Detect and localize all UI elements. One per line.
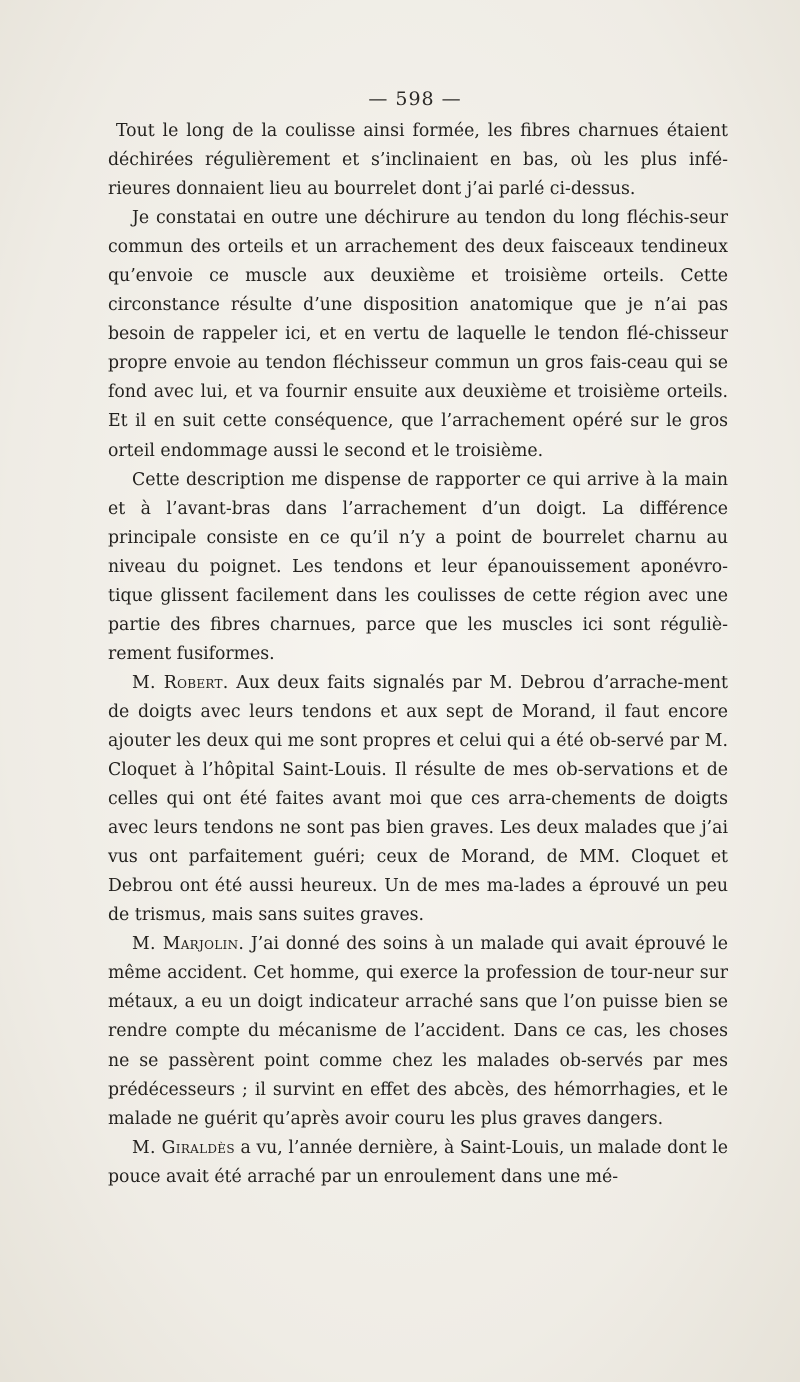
paragraph-1-text: Tout le long de la coulisse ainsi formée, les fibres charnues étaient déchirées régulièrement et s’inclinaient en bas, où les plus infé-rieures donnaient lieu au bourrelet dont j’ai parlé ci-dessus.: [108, 121, 728, 200]
speaker-giraldes: M. Giraldès: [132, 1137, 235, 1158]
page-number: — 598 —: [368, 88, 462, 110]
paragraph-3-text: Cette description me dispense de rapporter ce qui arrive à la main et à l’avant-bras dans l’arrachement d’un doigt. La différence principale consiste en ce qu’il n’y a point de bourrelet charnu au niveau du poignet. Les tendons et leur épanouissement aponévro-tique glissent facilement dans les coulisses de cette région avec une partie des fibres charnues, parce que les muscles ici sont réguliè-rement fusiformes.: [108, 469, 728, 664]
body-text: [108, 117, 728, 1192]
paragraph-6: [108, 1134, 728, 1192]
paragraph-6-text: a vu, l’année dernière, à Saint-Louis, un malade dont le pouce avait été arraché par un enroulement dans une mé-: [108, 1137, 728, 1187]
paragraph-4-text: Aux deux faits signalés par M. Debrou d’arrache-ment de doigts avec leurs tendons et aux sept de Morand, il faut encore ajouter les deux qui me sont propres et celui qui a été ob-servé par M. Cloquet à l’hôpital Saint-Louis. Il résulte de mes ob-servations et de celles qui ont été faites avant moi que ces arra-chements de doigts avec leurs tendons ne sont pas bien graves. Les deux malades que j’ai vus ont parfaitement guéri; ceux de Morand, de MM. Cloquet et Debrou ont été aussi heureux. Un de mes ma-lades a éprouvé un peu de trismus, mais sans suites graves.: [108, 672, 728, 926]
paragraph-2: [108, 204, 728, 465]
paragraph-4: [108, 669, 728, 930]
paragraph-5-text: J’ai donné des soins à un malade qui avait éprouvé le même accident. Cet homme, qui exerce la profession de tour-neur sur métaux, a eu un doigt indicateur arraché sans que l’on puisse bien se rendre compte du mécanisme de l’accident. Dans ce cas, les choses ne se passèrent point comme chez les malades ob-servés par mes prédécesseurs ; il survint en effet des abcès, des hémorrhagies, et le malade ne guérit qu’après avoir couru les plus graves dangers.: [108, 934, 729, 1129]
speaker-marjolin: M. Marjolin.: [132, 934, 245, 955]
paragraph-2-text: Je constatai en outre une déchirure au tendon du long fléchis-seur commun des orteils et un arrachement des deux faisceaux tendineux qu’envoie ce muscle aux deuxième et troisième orteils. Cette circonstance résulte d’une disposition anatomique que je n’ai pas besoin de rappeler ici, et en vertu de laquelle le tendon flé-chisseur propre envoie au tendon fléchisseur commun un gros fais-ceau qui se fond avec lui, et va fournir ensuite aux deuxième et troisième orteils. Et il en suit cette conséquence, que l’arrachement opéré sur le gros orteil endommage aussi le second et le troisième.: [108, 208, 728, 461]
paragraph-5: [108, 930, 728, 1133]
paragraph-3: [108, 466, 728, 669]
speaker-robert: M. Robert.: [132, 672, 229, 693]
paragraph-1: [108, 117, 728, 204]
